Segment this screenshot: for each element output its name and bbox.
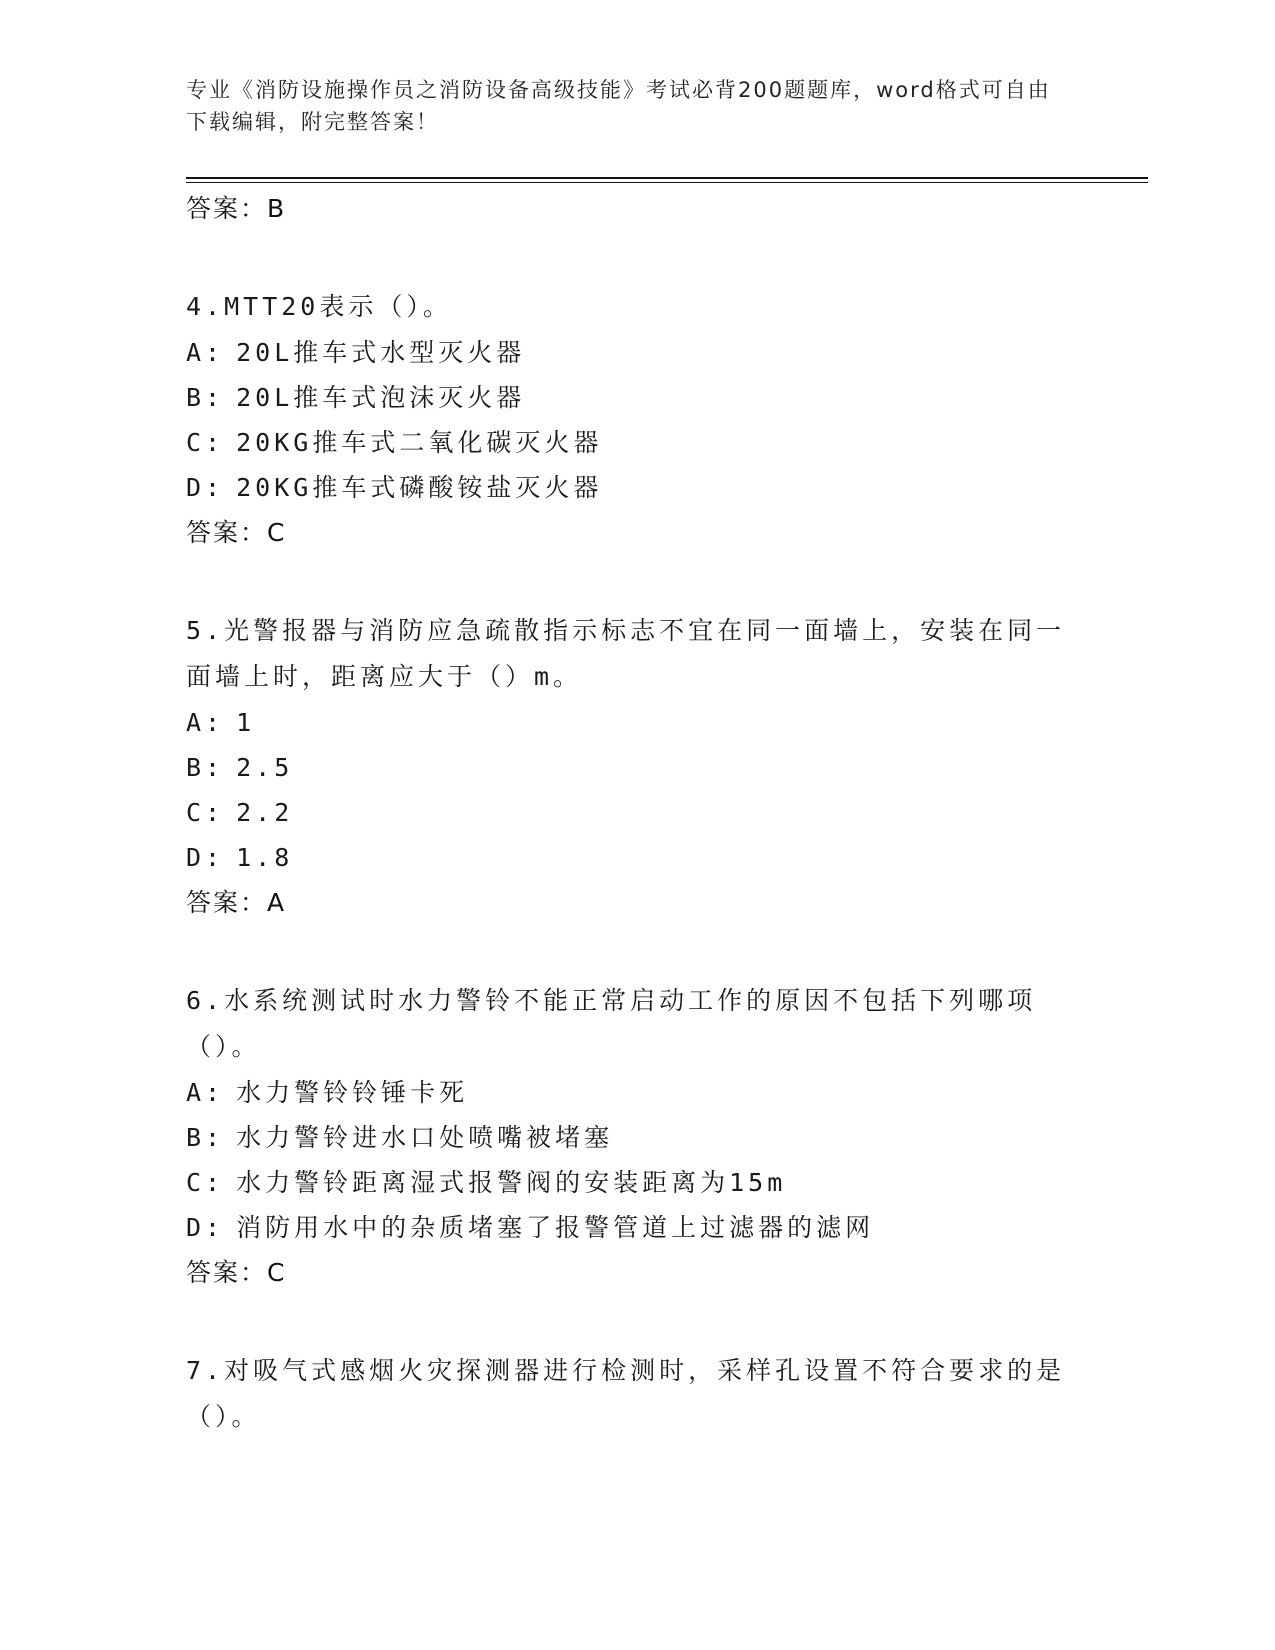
question-text: 4.MTT20表示（）。 xyxy=(186,292,452,321)
option-label: B: xyxy=(186,753,225,782)
option-label: D: xyxy=(186,473,225,502)
option-label: C: xyxy=(186,428,225,457)
option-text: 1.8 xyxy=(236,843,294,872)
option-d xyxy=(186,835,1066,880)
spacer xyxy=(186,926,1066,978)
option-a xyxy=(186,1070,1066,1115)
option-label: C: xyxy=(186,1168,225,1197)
option-b xyxy=(186,375,1066,420)
option-text: 水力警铃进水口处喷嘴被堵塞 xyxy=(236,1123,614,1152)
option-text: 2.2 xyxy=(236,798,294,827)
answer-text: 答案：A xyxy=(186,888,287,917)
document-header xyxy=(186,74,1066,138)
option-text: 20KG推车式磷酸铵盐灭火器 xyxy=(236,473,603,502)
option-a xyxy=(186,330,1066,375)
option-label: B: xyxy=(186,383,225,412)
option-text: 水力警铃距离湿式报警阀的安装距离为15m xyxy=(236,1168,787,1197)
option-label: B: xyxy=(186,1123,225,1152)
option-label: D: xyxy=(186,843,225,872)
spacer xyxy=(186,232,1066,284)
option-label: A: xyxy=(186,1078,225,1107)
answer-text: 答案：B xyxy=(186,194,287,223)
option-label: C: xyxy=(186,798,225,827)
option-text: 消防用水中的杂质堵塞了报警管道上过滤器的滤网 xyxy=(236,1213,875,1242)
option-b xyxy=(186,1115,1066,1160)
question-list xyxy=(186,186,1066,1440)
option-text: 2.5 xyxy=(236,753,294,782)
option-c xyxy=(186,1160,1066,1205)
question-text: 6.水系统测试时水力警铃不能正常启动工作的原因不包括下列哪项（）。 xyxy=(186,986,1037,1061)
option-d xyxy=(186,1205,1066,1250)
header-title: 专业《消防设施操作员之消防设备高级技能》考试必背200题题库，word格式可自由下载编辑，附完整答案！ xyxy=(186,78,1051,134)
option-label: A: xyxy=(186,708,225,737)
option-text: 水力警铃铃锤卡死 xyxy=(236,1078,469,1107)
option-c xyxy=(186,420,1066,465)
option-text: 20L推车式水型灭火器 xyxy=(236,338,526,367)
option-text: 1 xyxy=(236,708,256,737)
header-rule-top xyxy=(186,177,1148,179)
option-text: 20KG推车式二氧化碳灭火器 xyxy=(236,428,603,457)
option-d xyxy=(186,465,1066,510)
header-rule-bottom xyxy=(186,182,1148,183)
question-text: 5.光警报器与消防应急疏散指示标志不宜在同一面墙上，安装在同一面墙上时，距离应大于（）m。 xyxy=(186,616,1066,691)
question-text: 7.对吸气式感烟火灾探测器进行检测时，采样孔设置不符合要求的是（）。 xyxy=(186,1356,1066,1431)
option-text: 20L推车式泡沫灭火器 xyxy=(236,383,526,412)
spacer xyxy=(186,556,1066,608)
answer-text: 答案：C xyxy=(186,1258,287,1287)
option-label: D: xyxy=(186,1213,225,1242)
option-c xyxy=(186,790,1066,835)
option-b xyxy=(186,745,1066,790)
answer-text: 答案：C xyxy=(186,518,287,547)
spacer xyxy=(186,1296,1066,1348)
option-a xyxy=(186,700,1066,745)
option-label: A: xyxy=(186,338,225,367)
